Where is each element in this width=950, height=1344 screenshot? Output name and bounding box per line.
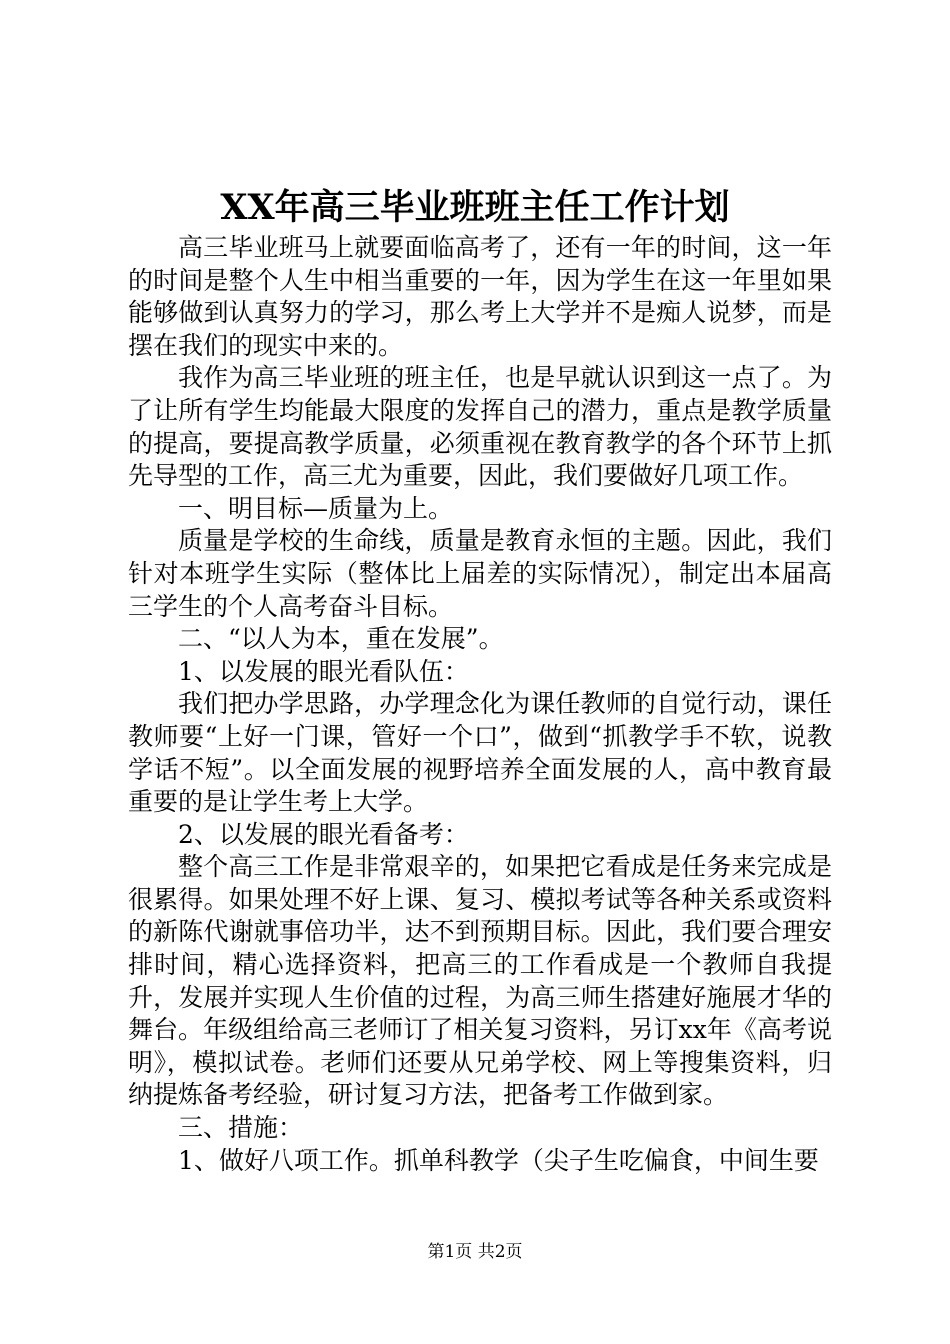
- paragraph: 我作为高三毕业班的班主任，也是早就认识到这一点了。为了让所有学生均能最大限度的发挥自己的潜力，重点是教学质量的提高，要提高教学质量，必须重视在教育教学的各个环节上抓先导型的工作，高三尤为重要，因此，我们要做好几项工作。: [128, 363, 832, 491]
- paragraph: 1、做好八项工作。抓单科教学（尖子生吃偏食，中间生要: [178, 1145, 819, 1175]
- paragraph: 高三毕业班马上就要面临高考了，还有一年的时间，这一年的时间是整个人生中相当重要的一年，因为学生在这一年里如果能够做到认真努力的学习，那么考上大学并不是痴人说梦，而是摆在我们的现实中来的。: [128, 233, 832, 360]
- document-body: [128, 232, 832, 1177]
- paragraph: 整个高三工作是非常艰辛的，如果把它看成是任务来完成是很累得。如果处理不好上课、复习、模拟考试等各种关系或资料的新陈代谢就事倍功半，达不到预期目标。因此，我们要合理安排时间，精心选择资料，把高三的工作看成是一个教师自我提升，发展并实现人生价值的过程，为高三师生搭建好施展才华的舞台。年级组给高三老师订了相关复习资料，另订xx年《高考说明》，模拟试卷。老师们还要从兄弟学校、网上等搜集资料，归纳提炼备考经验，研讨复习方法，把备考工作做到家。: [128, 852, 832, 1110]
- page-footer: 第1页 共2页: [427, 1242, 523, 1262]
- subsection-heading: 1、以发展的眼光看队伍：: [178, 656, 469, 686]
- paragraph: 质量是学校的生命线，质量是教育永恒的主题。因此，我们针对本班学生实际（整体比上届差的实际情况），制定出本届高三学生的个人高考奋斗目标。: [128, 526, 832, 621]
- section-heading: 一、明目标—质量为上。: [178, 493, 454, 523]
- section-heading: 二、“以人为本，重在发展”。: [178, 624, 504, 654]
- paragraph: 我们把办学思路，办学理念化为课任教师的自觉行动，课任教师要“上好一门课，管好一个口”，做到“抓教学手不软，说教学话不短”。以全面发展的视野培养全面发展的人，高中教育最重要的是让学生考上大学。: [128, 689, 832, 817]
- subsection-heading: 2、以发展的眼光看备考：: [178, 819, 469, 849]
- document-title: XX年高三毕业班班主任工作计划: [220, 187, 730, 228]
- section-heading: 三、措施：: [178, 1113, 304, 1143]
